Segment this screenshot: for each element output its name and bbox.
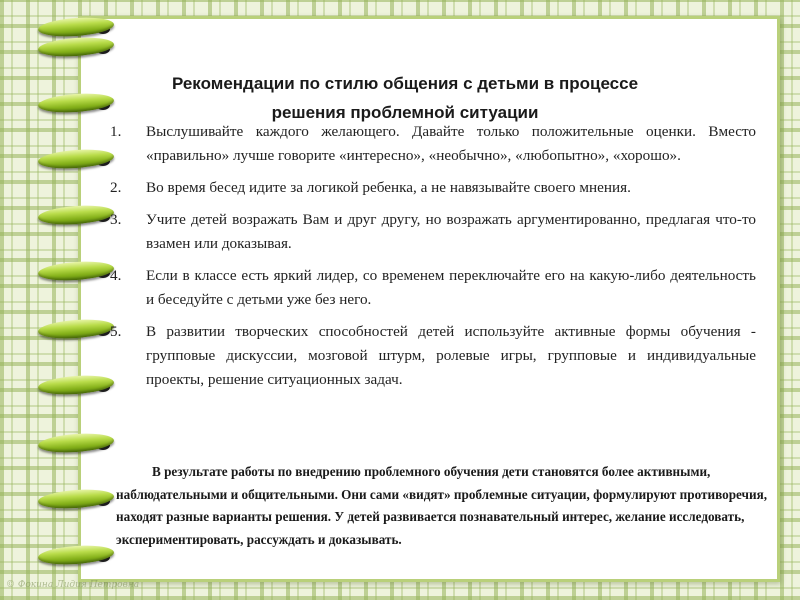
list-item-text: Во время бесед идите за логикой ребенка, а не навязывайте своего мнения.	[146, 179, 631, 196]
binder-ring	[37, 203, 114, 226]
list-item-number: 3.	[110, 211, 122, 228]
list-item-number: 4.	[110, 267, 122, 284]
list-item	[110, 176, 756, 200]
binder-ring	[37, 431, 114, 454]
binder-ring	[37, 317, 114, 340]
binder-ring	[37, 35, 114, 58]
author-watermark: © Фокина Лидия Петровна	[6, 580, 140, 590]
list-item	[110, 264, 756, 312]
list-item	[110, 120, 756, 168]
recommendations-list	[110, 120, 756, 400]
list-item-text: Если в классе есть яркий лидер, со временем переключайте его на какую-либо деятельность и беседуйте с детьми уже без него.	[146, 267, 756, 308]
binder-ring	[37, 487, 114, 510]
list-item-text: Выслушивайте каждого желающего. Давайте только положительные оценки. Вместо «правильно» лучше говорите «интересно», «необычно», «любопытно», «хорошо».	[146, 123, 756, 164]
binder-ring	[37, 15, 114, 38]
list-item-number: 2.	[110, 179, 122, 196]
binder-ring	[37, 373, 114, 396]
summary-paragraph: В результате работы по внедрению проблемного обучения дети становятся более активными, наблюдательными и общительными. Они сами «видят» проблемные ситуации, формулируют противоречия, находят разные варианты решения. У детей развивается познавательный интерес, желание исследовать, экспериментировать, рассуждать и доказывать.	[116, 464, 768, 547]
list-item-text: Учите детей возражать Вам и друг другу, но возражать аргументированно, предлагая что-то взамен или доказывая.	[146, 211, 756, 252]
list-item-number: 5.	[110, 323, 122, 340]
list-item-text: В развитии творческих способностей детей используйте активные формы обучения - групповые дискуссии, мозговой штурм, ролевые игры, групповые и индивидуальные проекты, решение ситуационных задач.	[146, 323, 756, 388]
title-line-1: Рекомендации по стилю общения с детьми в процессе	[171, 74, 639, 94]
list-item	[110, 208, 756, 256]
list-item	[110, 320, 756, 392]
list-item-number: 1.	[110, 123, 122, 140]
binder-ring	[37, 543, 114, 566]
binder-ring	[37, 147, 114, 170]
title-line-2: решения проблемной ситуации	[271, 103, 539, 123]
binder-ring	[37, 259, 114, 282]
page-title	[90, 69, 720, 127]
